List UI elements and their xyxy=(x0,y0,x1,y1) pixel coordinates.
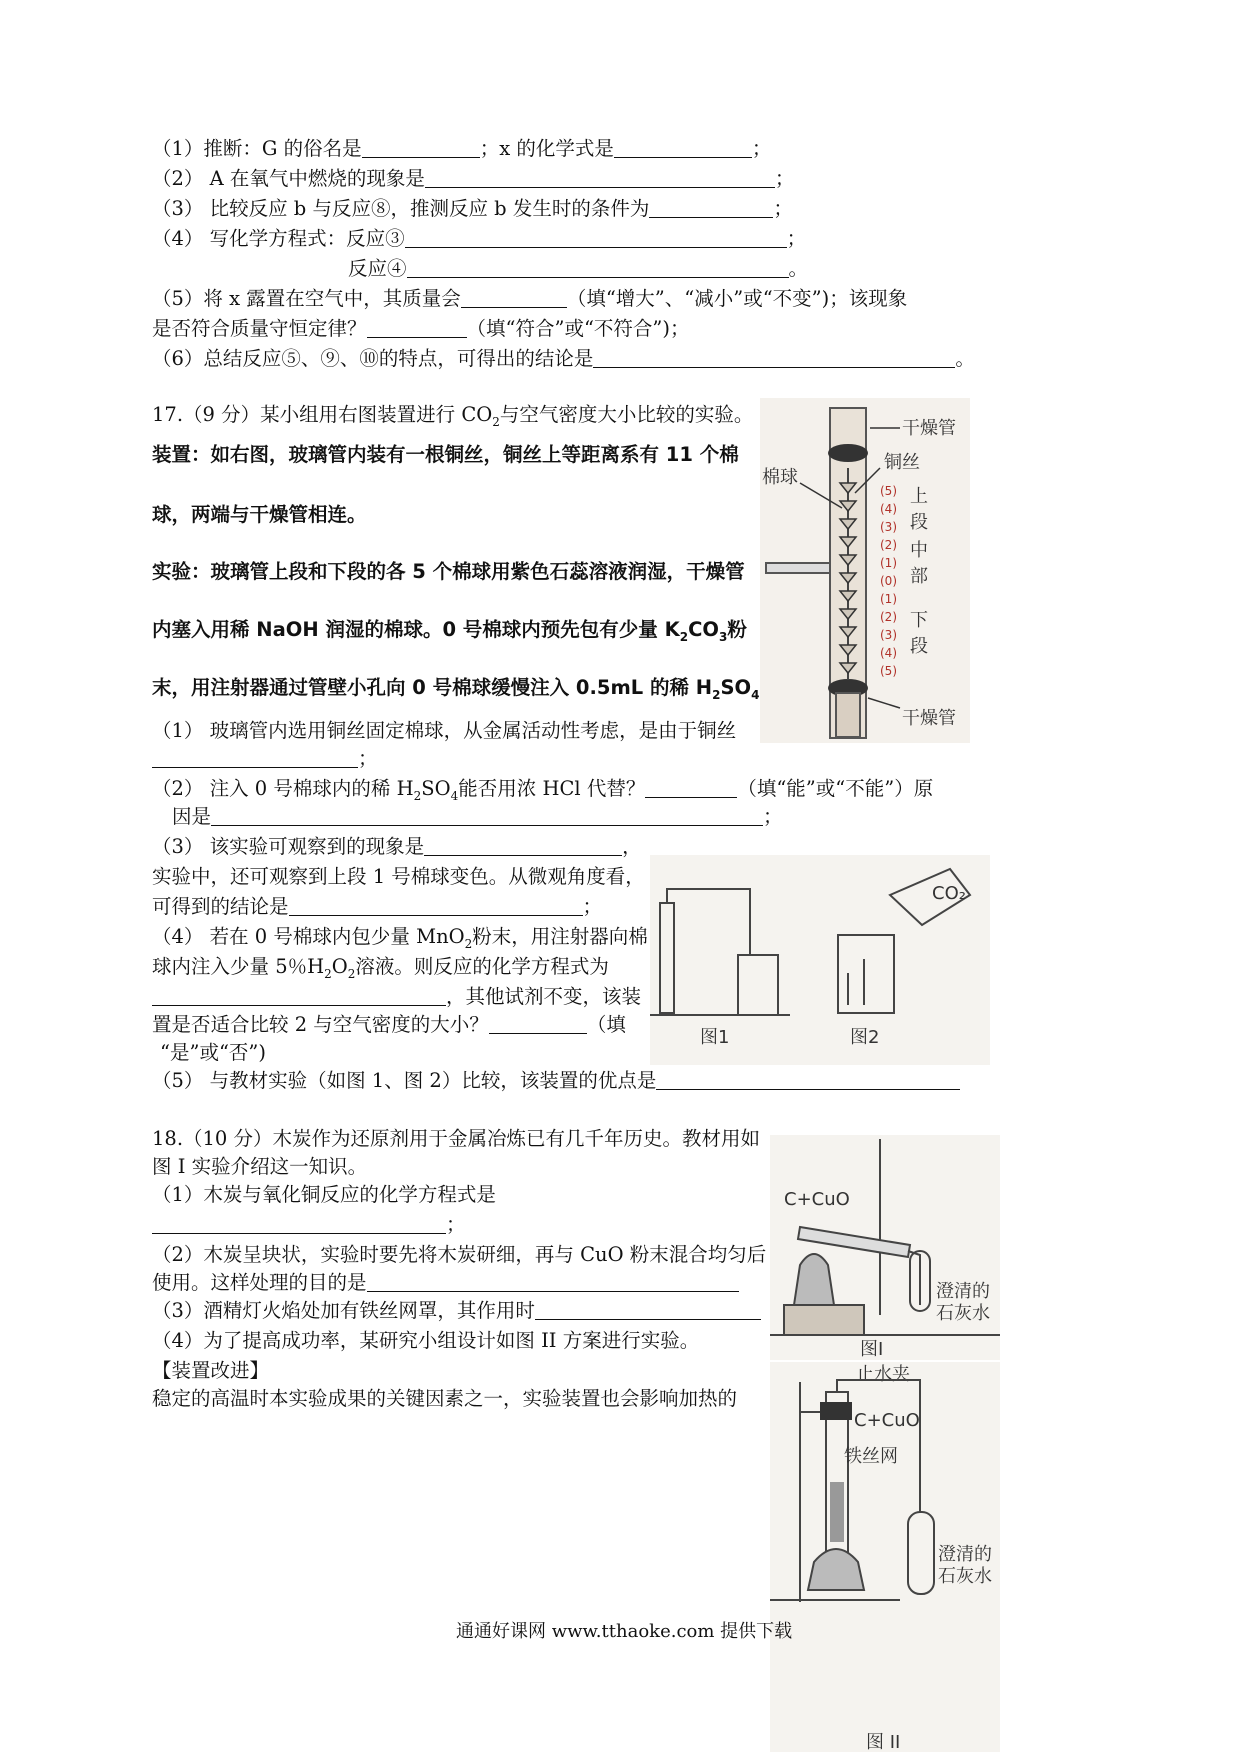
q16-part3: （3） 比较反应 b 与反应⑧，推测反应 b 发生时的条件为 ； xyxy=(152,197,793,220)
q17-sub2b: 因是 ； xyxy=(172,805,783,828)
answer-blank[interactable] xyxy=(614,137,752,158)
cotton-ball-number: (3) xyxy=(880,628,897,642)
cotton-label: 棉球 xyxy=(762,467,798,488)
q17-exp-1: 实验：玻璃管上段和下段的各 5 个棉球用紫色石蕊溶液润湿，干燥管 xyxy=(152,560,745,583)
q16-part2: （2） A 在氧气中燃烧的现象是 ； xyxy=(152,167,795,190)
upper-label-a: 上 xyxy=(910,486,928,507)
answer-blank[interactable] xyxy=(152,747,358,768)
q18-sub2: （2）木炭呈块状，实验时要先将木炭研细，再与 CuO 粉末混合均匀后 xyxy=(152,1243,767,1266)
fig-ii-clip-label: 止水夹 xyxy=(856,1364,910,1385)
q17-sub3c: 可得到的结论是 ； xyxy=(152,895,603,918)
q17-exp-2: 内塞入用稀 NaOH 润湿的棉球。0 号棉球内预先包有少量 $K_2CO_3$粉 xyxy=(152,618,747,644)
q17-exp-3: 末，用注射器通过管壁小孔向 0 号棉球缓慢注入 0.5mL 的稀 $H_2SO_4$ xyxy=(152,676,760,702)
q18-improve-heading: 【装置改进】 xyxy=(152,1359,270,1382)
figure-i-apparatus xyxy=(770,1135,1000,1360)
q18-last-line: 稳定的高温时本实验成果的关键因素之一，实验装置也会影响加热的 xyxy=(152,1387,738,1410)
answer-blank[interactable] xyxy=(593,347,955,368)
q17-device-1: 装置：如右图，玻璃管内装有一根铜丝，铜丝上等距离系有 11 个棉 xyxy=(152,443,739,466)
q18-title: 18.（10 分）木炭作为还原剂用于金属冶炼已有几千年历史。教材用如 xyxy=(152,1127,761,1150)
answer-blank[interactable] xyxy=(407,257,789,278)
q17-sub5: （5） 与教材实验（如图 1、图 2）比较，该装置的优点是 xyxy=(152,1068,960,1094)
answer-blank[interactable] xyxy=(645,777,737,798)
q17-sub1: （1） 玻璃管内选用铜丝固定棉球，从金属活动性考虑，是由于铜丝 xyxy=(152,719,737,742)
cotton-ball-number: (4) xyxy=(880,502,897,516)
fig-ii-reactant-label: C+CuO xyxy=(854,1410,920,1431)
q16-part1: （1）推断：G 的俗名是 ；x 的化学式是 ； xyxy=(152,137,772,160)
q17-sub4a: （4） 若在 0 号棉球内包少量 MnO$_2$粉末，用注射器向棉 xyxy=(152,925,648,951)
lower-label-b: 段 xyxy=(910,636,928,657)
answer-blank[interactable] xyxy=(152,985,446,1006)
answer-blank[interactable] xyxy=(461,287,567,308)
fig-ii-mesh-label: 铁丝网 xyxy=(844,1446,898,1467)
q17-sub3: （3） 该实验可观察到的现象是 ， xyxy=(152,835,642,858)
answer-blank[interactable] xyxy=(405,227,787,248)
co2-bottle-label: CO₂ xyxy=(932,883,966,904)
q17-sub4c: ，其他试剂不变，该装 xyxy=(152,984,641,1010)
q18-title2: 图 I 实验介绍这一知识。 xyxy=(152,1155,368,1178)
fig-ii-limewater-b: 石灰水 xyxy=(938,1566,992,1587)
dry-tube-label-top: 干燥管 xyxy=(902,418,956,439)
q17-sub4e: “是”或“否”) xyxy=(160,1041,266,1064)
q16-part4b: 反应④ 。 xyxy=(348,257,809,280)
fig-i-limewater-a: 澄清的 xyxy=(936,1281,990,1302)
q17-sub3b: 实验中，还可观察到上段 1 号棉球变色。从微观角度看， xyxy=(152,865,645,888)
q17-sub4b: 球内注入少量 5％$H_2O_2$溶液。则反应的化学方程式为 xyxy=(152,955,609,981)
fig-i-caption: 图I xyxy=(860,1339,884,1360)
answer-blank[interactable] xyxy=(489,1013,587,1034)
answer-blank[interactable] xyxy=(425,167,775,188)
answer-blank[interactable] xyxy=(367,1271,739,1292)
q17-device-2: 球，两端与干燥管相连。 xyxy=(152,503,367,526)
q18-sub3: （3）酒精灯火焰处加有铁丝网罩，其作用时 xyxy=(152,1298,761,1324)
q18-sub4: （4）为了提高成功率，某研究小组设计如图 II 方案进行实验。 xyxy=(152,1329,700,1352)
middle-label-b: 部 xyxy=(910,566,928,587)
cotton-ball-number: (1) xyxy=(880,592,897,606)
q17-sub1-line: ； xyxy=(152,746,378,772)
lower-label-a: 下 xyxy=(910,610,928,631)
cotton-ball-number: (1) xyxy=(880,556,897,570)
q18-sub1-line: ； xyxy=(152,1212,466,1238)
cotton-ball-tube-figure xyxy=(760,398,970,743)
cotton-ball-number: (0) xyxy=(880,574,897,588)
dry-tube-label-bottom: 干燥管 xyxy=(902,708,956,729)
answer-blank[interactable] xyxy=(362,137,480,158)
middle-label-a: 中 xyxy=(910,540,928,561)
figure-2-caption: 图2 xyxy=(850,1027,880,1048)
figure-1-caption: 图1 xyxy=(700,1027,730,1048)
page-footer: 通通好课网 www.tthaoke.com 提供下载 xyxy=(456,1621,793,1642)
q17-title: 17.（9 分）某小组用右图装置进行 $CO_2$与空气密度大小比较的实验。 xyxy=(152,403,754,429)
answer-blank[interactable] xyxy=(211,805,763,826)
cotton-ball-number: (5) xyxy=(880,664,897,678)
cotton-ball-number: (5) xyxy=(880,484,897,498)
upper-label-b: 段 xyxy=(910,512,928,533)
fig-i-limewater-b: 石灰水 xyxy=(936,1303,990,1324)
answer-blank[interactable] xyxy=(367,317,467,338)
q16-part6: （6）总结反应⑤、⑨、⑩的特点，可得出的结论是 。 xyxy=(152,347,975,370)
q16-part4: （4） 写化学方程式：反应③ ； xyxy=(152,227,807,250)
q18-sub2b: 使用。这样处理的目的是 xyxy=(152,1270,739,1296)
q18-sub1: （1）木炭与氧化铜反应的化学方程式是 xyxy=(152,1183,496,1206)
q17-sub4d: 置是否适合比较 2 与空气密度的大小？ （填 xyxy=(152,1013,626,1036)
fig-i-reactant-label: C+CuO xyxy=(784,1189,850,1210)
cotton-ball-number: (2) xyxy=(880,610,897,624)
fig-ii-caption: 图 II xyxy=(866,1732,901,1753)
answer-blank[interactable] xyxy=(424,835,622,856)
figure-ii-apparatus xyxy=(770,1362,1000,1754)
answer-blank[interactable] xyxy=(535,1299,761,1320)
copper-label: 铜丝 xyxy=(884,452,920,473)
cotton-ball-number: (3) xyxy=(880,520,897,534)
q16-part5b: 是否符合质量守恒定律？ （填“符合”或“不符合”)； xyxy=(152,317,690,340)
cotton-ball-number: (2) xyxy=(880,538,897,552)
answer-blank[interactable] xyxy=(152,1213,446,1234)
answer-blank[interactable] xyxy=(289,895,583,916)
answer-blank[interactable] xyxy=(649,197,773,218)
answer-blank[interactable] xyxy=(656,1069,960,1090)
q17-sub2: （2） 注入 0 号棉球内的稀 $H_2SO_4$能否用浓 HCl 代替？ （填“能”或“不能”）原 xyxy=(152,777,934,803)
cotton-ball-number: (4) xyxy=(880,646,897,660)
fig-ii-limewater-a: 澄清的 xyxy=(938,1544,992,1565)
q16-part5: （5）将 x 露置在空气中，其质量会 （填“增大”、“减小”或“不变”)；该现象 xyxy=(152,287,908,310)
textbook-figures-1-2 xyxy=(650,855,990,1065)
